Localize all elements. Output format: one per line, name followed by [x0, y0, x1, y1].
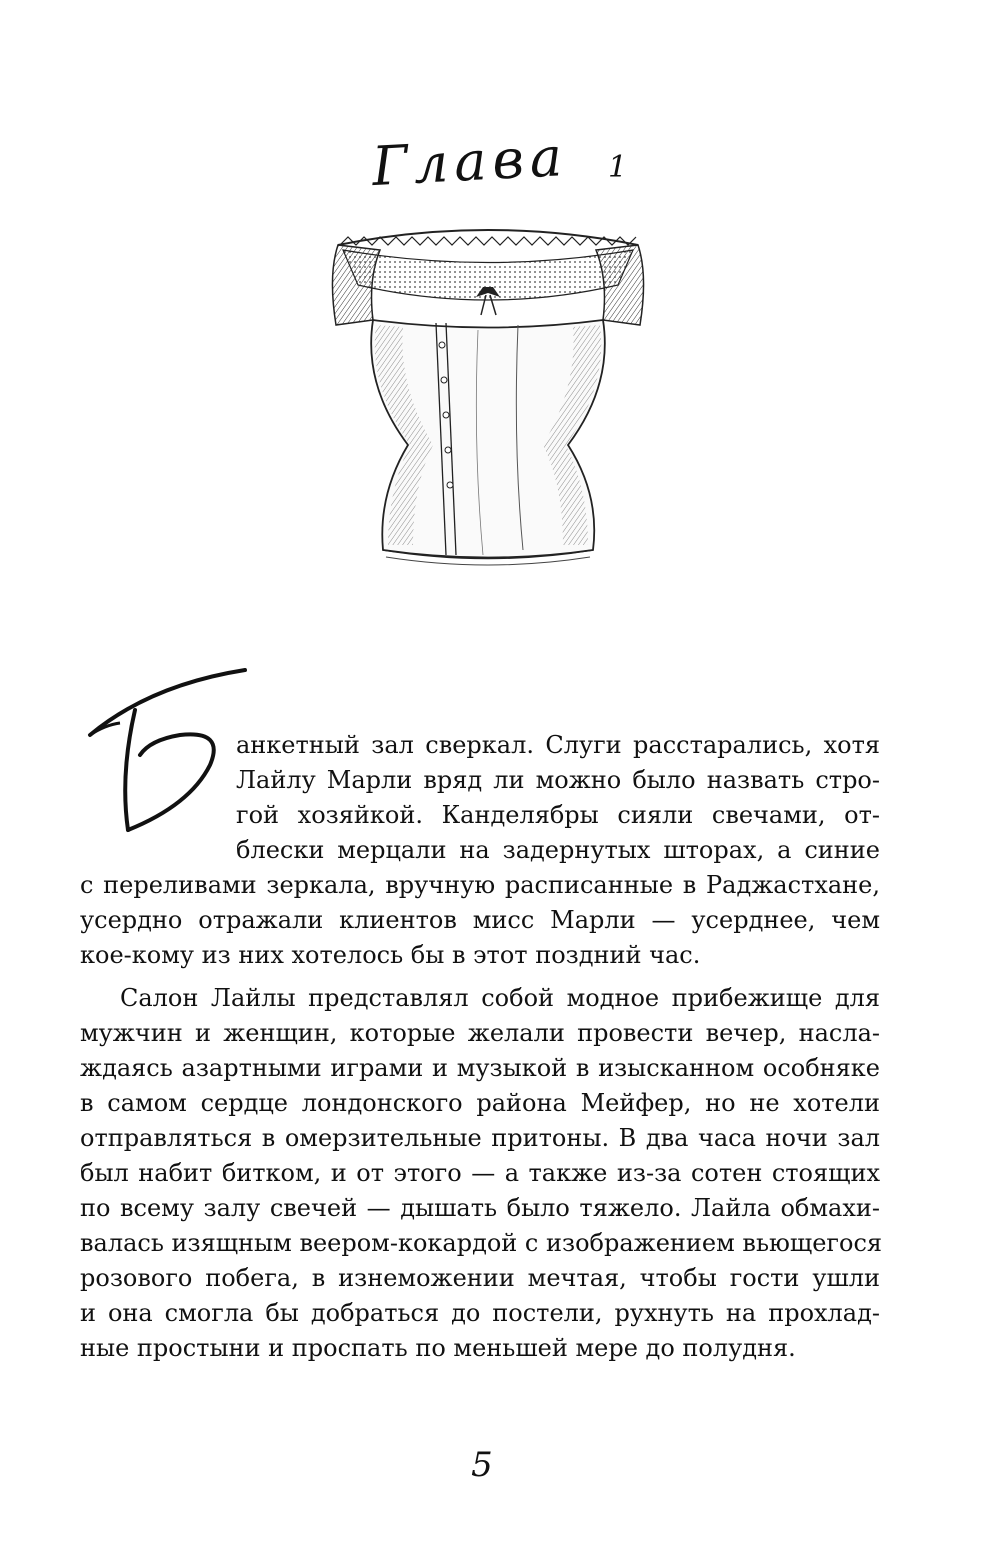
paragraph-2: [80, 981, 883, 1366]
text-line: валась изящным веером-кокардой с изображением вьющегося: [80, 1229, 883, 1257]
text-line: блески мерцали на задернутых шторах, а синие: [236, 836, 880, 864]
chapter-title: Глава: [370, 124, 570, 199]
paragraph-1: [80, 728, 880, 973]
text-line: и она смогла бы добраться до постели, рухнуть на прохлад-: [80, 1299, 880, 1327]
text-line: розового побега, в изнеможении мечтая, чтобы гости ушли: [80, 1264, 880, 1292]
text-line: отправляться в омерзительные притоны. В два часа ночи зал: [80, 1124, 880, 1152]
chapter-text: [80, 728, 883, 1366]
text-line: Лайлу Марли вряд ли можно было назвать стро-: [236, 766, 880, 794]
text-line: гой хозяйкой. Канделябры сияли свечами, от-: [236, 801, 880, 829]
text-line: Салон Лайлы представлял собой модное прибежище для: [120, 984, 880, 1012]
text-line: ные простыни и проспать по меньшей мере до полудня.: [80, 1334, 796, 1362]
text-line: ждаясь азартными играми и музыкой в изысканном особняке: [80, 1054, 880, 1082]
text-line: кое-кому из них хотелось бы в этот поздний час.: [80, 941, 701, 969]
chapter-number: 1: [608, 150, 628, 185]
text-line: с переливами зеркала, вручную расписанные в Раджастхане,: [80, 871, 880, 899]
text-line: в самом сердце лондонского района Мейфер, но не хотели: [80, 1089, 880, 1117]
text-line: усердно отражали клиентов мисс Марли — усерднее, чем: [80, 906, 880, 934]
page-number: 5: [471, 1445, 493, 1485]
text-line: по всему залу свечей — дышать было тяжело. Лайла обмахи-: [80, 1194, 880, 1222]
text-line: анкетный зал сверкал. Слуги расстарались, хотя: [236, 731, 880, 759]
corset-illustration: [318, 205, 658, 575]
text-line: мужчин и женщин, которые желали провести вечер, насла-: [80, 1019, 880, 1047]
text-line: был набит битком, и от этого — а также из-за сотен стоящих: [80, 1159, 880, 1187]
